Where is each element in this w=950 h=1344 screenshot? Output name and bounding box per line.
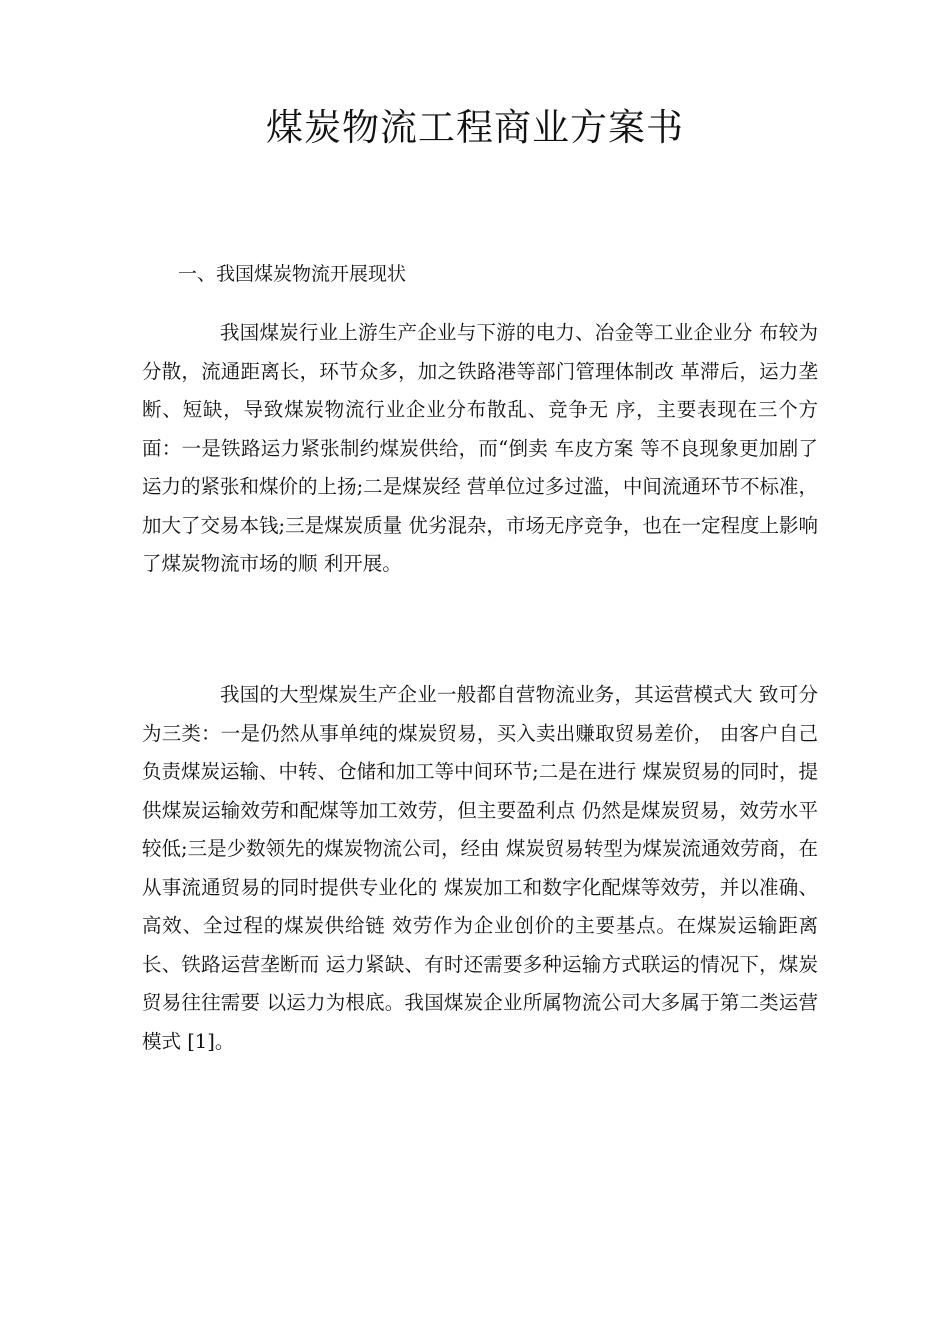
section-heading: 一、我国煤炭物流开展现状 bbox=[178, 263, 407, 285]
body-paragraph-2: 我国的大型煤炭生产企业一般都自营物流业务，其运营模式大 致可分为三类：一是仍然从事单纯的煤炭贸易，买入卖出赚取贸易差价， 由客户自己负责煤炭运输、中转、仓储和加工等中间环节;二是在进行 煤炭贸易的同时，提供煤炭运输效劳和配煤等加工效劳，但主要盈利点 仍然是煤炭贸易，效劳水平较低;三是少数领先的煤炭物流公司，经由 煤炭贸易转型为煤炭流通效劳商，在从事流通贸易的同时提供专业化的 煤炭加工和数字化配煤等效劳，并以准确、高效、全过程的煤炭供给链 效劳作为企业创价的主要基点。在煤炭运输距离长、铁路运营垄断而 运力紧缺、有时还需要多种运输方式联运的情况下，煤炭贸易往往需要 以运力为根底。我国煤炭企业所属物流公司大多属于第二类运营模式 [1]。 bbox=[142, 683, 818, 1053]
body-paragraph-1: 我国煤炭行业上游生产企业与下游的电力、冶金等工业企业分 布较为分散，流通距离长，环节众多，加之铁路港等部门管理体制改 革滞后，运力垄断、短缺，导致煤炭物流行业企业分布散乱、竞争无 序，主要表现在三个方面：一是铁路运力紧张制约煤炭供给，而“倒卖 车皮方案 等不良现象更加剧了运力的紧张和煤价的上扬;二是煤炭经 营单位过多过滥，中间流通环节不标准，加大了交易本钱;三是煤炭质量 优劣混杂，市场无序竞争，也在一定程度上影响了煤炭物流市场的顺 利开展。 bbox=[142, 321, 818, 575]
document-title: 煤炭物流工程商业方案书 bbox=[266, 106, 684, 149]
